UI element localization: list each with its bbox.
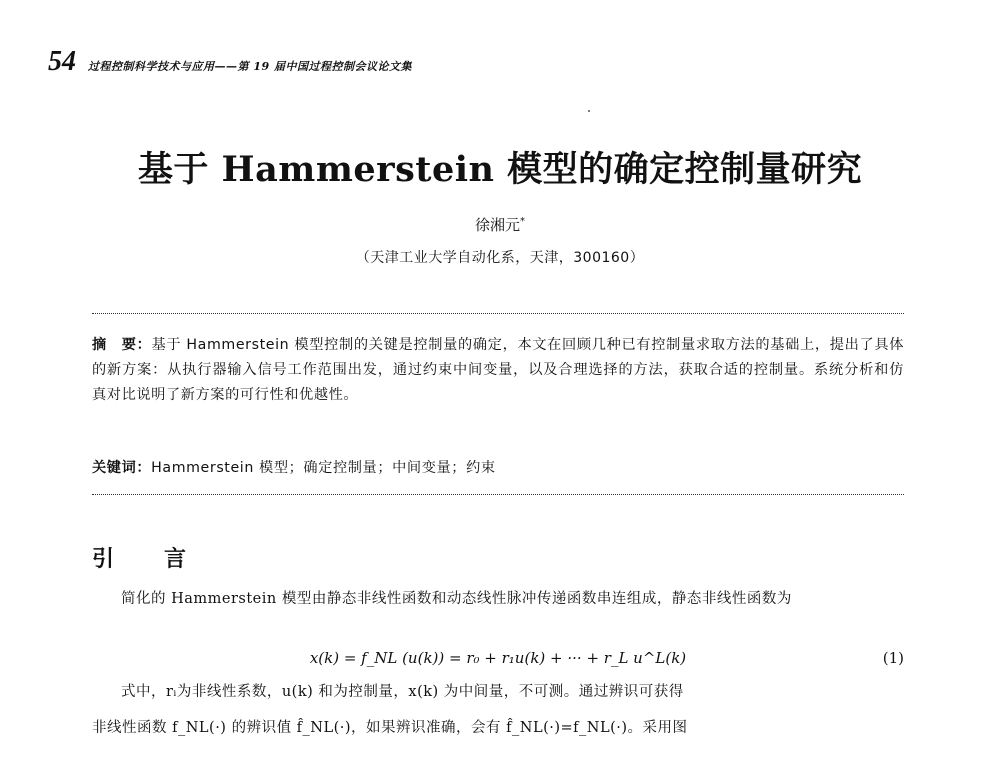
abstract-text: 基于 Hammerstein 模型控制的关键是控制量的确定，本文在回顾几种已有控制量求取方法的基础上，提出了具体的新方案：从执行器输入信号工作范围出发，通过约束中间变量，以及合理选择的方法，获取合适的控制量。系统分析和仿真对比说明了新方案的可行性和优越性。 [92, 337, 904, 403]
scan-speck [588, 110, 590, 112]
keywords-label: 关键词： [92, 460, 152, 476]
explanation-paragraph [92, 674, 904, 746]
abstract-top-rule [92, 313, 904, 314]
intro-paragraph: 简化的 Hammerstein 模型由静态非线性函数和动态线性脉冲传递函数串连组成，静态非线性函数为 [121, 591, 792, 607]
section-heading: 引 言 [92, 547, 201, 572]
abstract-label: 摘 要： [92, 337, 152, 353]
affiliation: （天津工业大学自动化系，天津，300160） [355, 250, 645, 266]
equation-formula: x(k) = f_NL (u(k)) = r₀ + r₁u(k) + ··· + r_L u^L(k) [309, 649, 687, 667]
explanation-line-1: 式中，rᵢ为非线性系数，u(k) 和为控制量，x(k) 为中间量，不可测。通过辨识可获得 [121, 684, 684, 700]
author-mark: * [520, 216, 525, 227]
running-title: 过程控制科学技术与应用——第 19 届中国过程控制会议论文集 [88, 60, 412, 73]
page-number: 54 [48, 46, 76, 77]
abstract-bottom-rule [92, 494, 904, 495]
author-name: 徐湘元 [474, 216, 520, 234]
equation-1 [92, 649, 904, 671]
author [0, 214, 1000, 235]
page-header [48, 46, 412, 78]
keywords [92, 456, 904, 481]
equation-number: (1) [882, 649, 904, 667]
paper-title: 基于 Hammerstein 模型的确定控制量研究 [137, 149, 863, 190]
keywords-text: Hammerstein 模型；确定控制量；中间变量；约束 [151, 460, 496, 476]
explanation-line-2: 非线性函数 f_NL(·) 的辨识值 f̂_NL(·)，如果辨识准确，会有 f̂_NL(·)=f_NL(·)。采用图 [92, 720, 688, 736]
abstract [92, 333, 904, 408]
